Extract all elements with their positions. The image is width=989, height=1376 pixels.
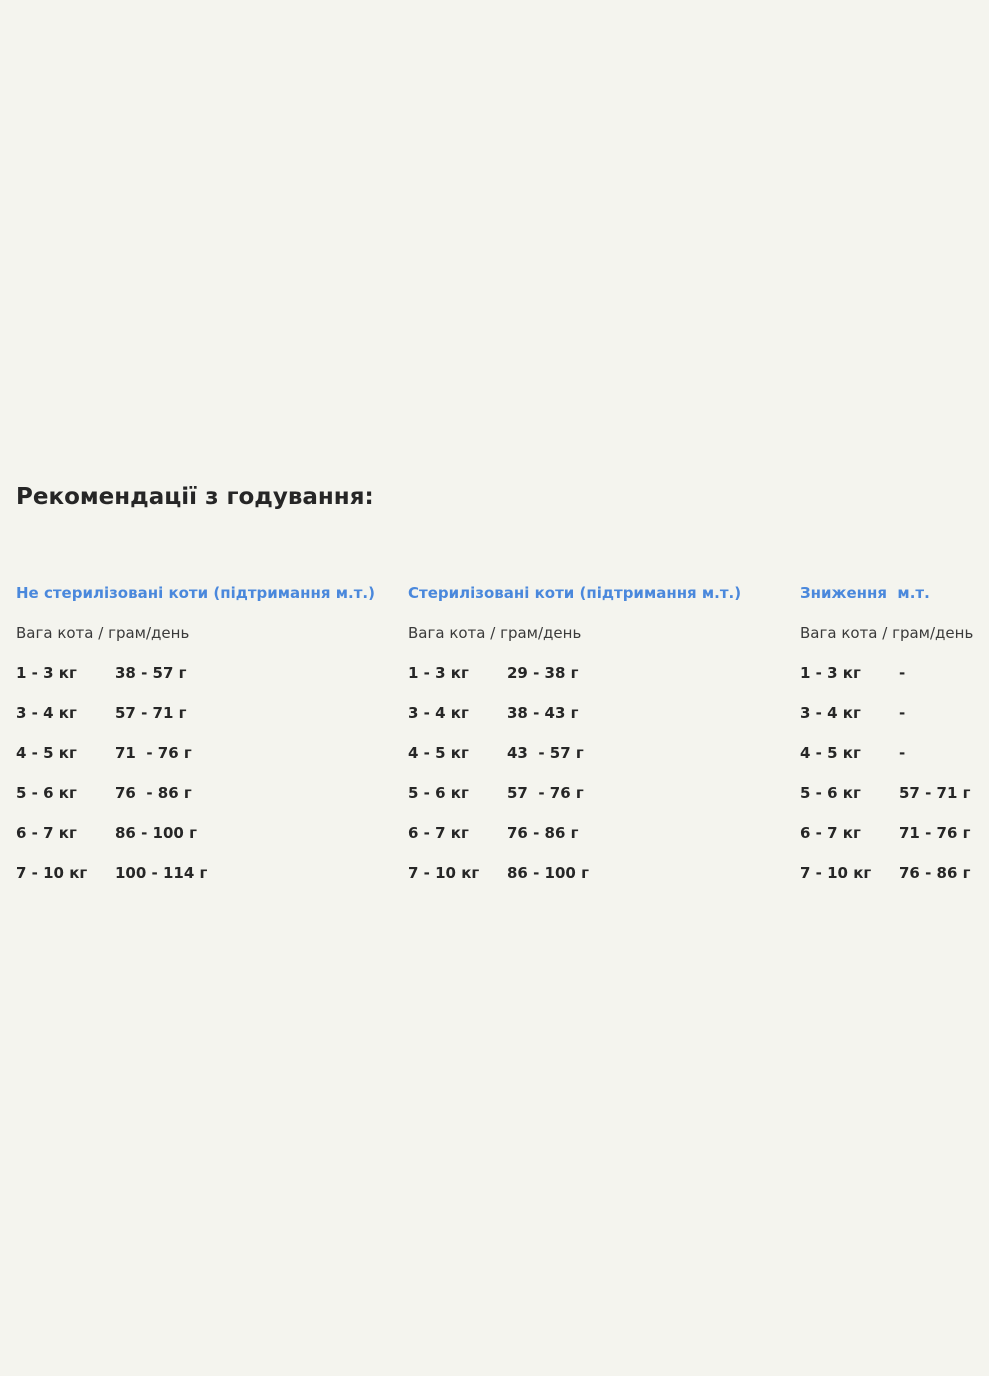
weight-cell: 1 - 3 кг — [408, 664, 469, 682]
amount-cell: 29 - 38 г — [507, 664, 579, 682]
feeding-column-weight-loss — [800, 580, 989, 886]
weight-cell: 1 - 3 кг — [16, 664, 77, 682]
weight-cell: 4 - 5 кг — [408, 744, 469, 762]
weight-cell: 7 - 10 кг — [16, 864, 88, 882]
feeding-row — [408, 780, 788, 806]
weight-cell: 3 - 4 кг — [408, 704, 469, 722]
amount-cell: 38 - 43 г — [507, 704, 579, 722]
feeding-column-non-sterilized — [16, 580, 396, 886]
column-heading: Стерилізовані коти (підтримання м.т.) — [408, 584, 742, 602]
feeding-row — [800, 780, 989, 806]
weight-cell: 5 - 6 кг — [16, 784, 77, 802]
amount-cell: 57 - 71 г — [899, 784, 971, 802]
feeding-row — [800, 700, 989, 726]
amount-cell: 71 - 76 г — [899, 824, 971, 842]
weight-cell: 3 - 4 кг — [800, 704, 861, 722]
feeding-column-sterilized — [408, 580, 788, 886]
feeding-row — [16, 740, 396, 766]
amount-cell: - — [899, 664, 906, 682]
amount-cell: 43 - 57 г — [507, 744, 584, 762]
feeding-row — [16, 820, 396, 846]
feeding-row — [800, 820, 989, 846]
page-title: Рекомендації з годування: — [16, 484, 374, 510]
amount-cell: 76 - 86 г — [507, 824, 579, 842]
amount-cell: 100 - 114 г — [115, 864, 208, 882]
feeding-row — [16, 780, 396, 806]
feeding-row — [408, 860, 788, 886]
feeding-row — [408, 660, 788, 686]
feeding-row — [408, 700, 788, 726]
amount-cell: 76 - 86 г — [899, 864, 971, 882]
feeding-row — [16, 700, 396, 726]
column-subheading: Вага кота / грам/день — [16, 624, 190, 642]
feeding-row — [16, 860, 396, 886]
amount-cell: 76 - 86 г — [115, 784, 192, 802]
weight-cell: 4 - 5 кг — [16, 744, 77, 762]
column-heading: Зниження м.т. — [800, 584, 930, 602]
amount-cell: 38 - 57 г — [115, 664, 187, 682]
amount-cell: 71 - 76 г — [115, 744, 192, 762]
feeding-row — [800, 860, 989, 886]
amount-cell: 86 - 100 г — [507, 864, 589, 882]
weight-cell: 1 - 3 кг — [800, 664, 861, 682]
column-heading: Не стерилізовані коти (підтримання м.т.) — [16, 584, 375, 602]
weight-cell: 6 - 7 кг — [800, 824, 861, 842]
weight-cell: 3 - 4 кг — [16, 704, 77, 722]
amount-cell: - — [899, 704, 906, 722]
weight-cell: 7 - 10 кг — [408, 864, 480, 882]
column-subheading: Вага кота / грам/день — [408, 624, 582, 642]
amount-cell: 86 - 100 г — [115, 824, 197, 842]
weight-cell: 6 - 7 кг — [16, 824, 77, 842]
feeding-row — [800, 740, 989, 766]
amount-cell: 57 - 76 г — [507, 784, 584, 802]
weight-cell: 5 - 6 кг — [408, 784, 469, 802]
feeding-row — [408, 820, 788, 846]
column-subheading: Вага кота / грам/день — [800, 624, 974, 642]
weight-cell: 6 - 7 кг — [408, 824, 469, 842]
amount-cell: 57 - 71 г — [115, 704, 187, 722]
weight-cell: 4 - 5 кг — [800, 744, 861, 762]
feeding-row — [408, 740, 788, 766]
amount-cell: - — [899, 744, 906, 762]
feeding-row — [800, 660, 989, 686]
feeding-row — [16, 660, 396, 686]
weight-cell: 5 - 6 кг — [800, 784, 861, 802]
weight-cell: 7 - 10 кг — [800, 864, 872, 882]
